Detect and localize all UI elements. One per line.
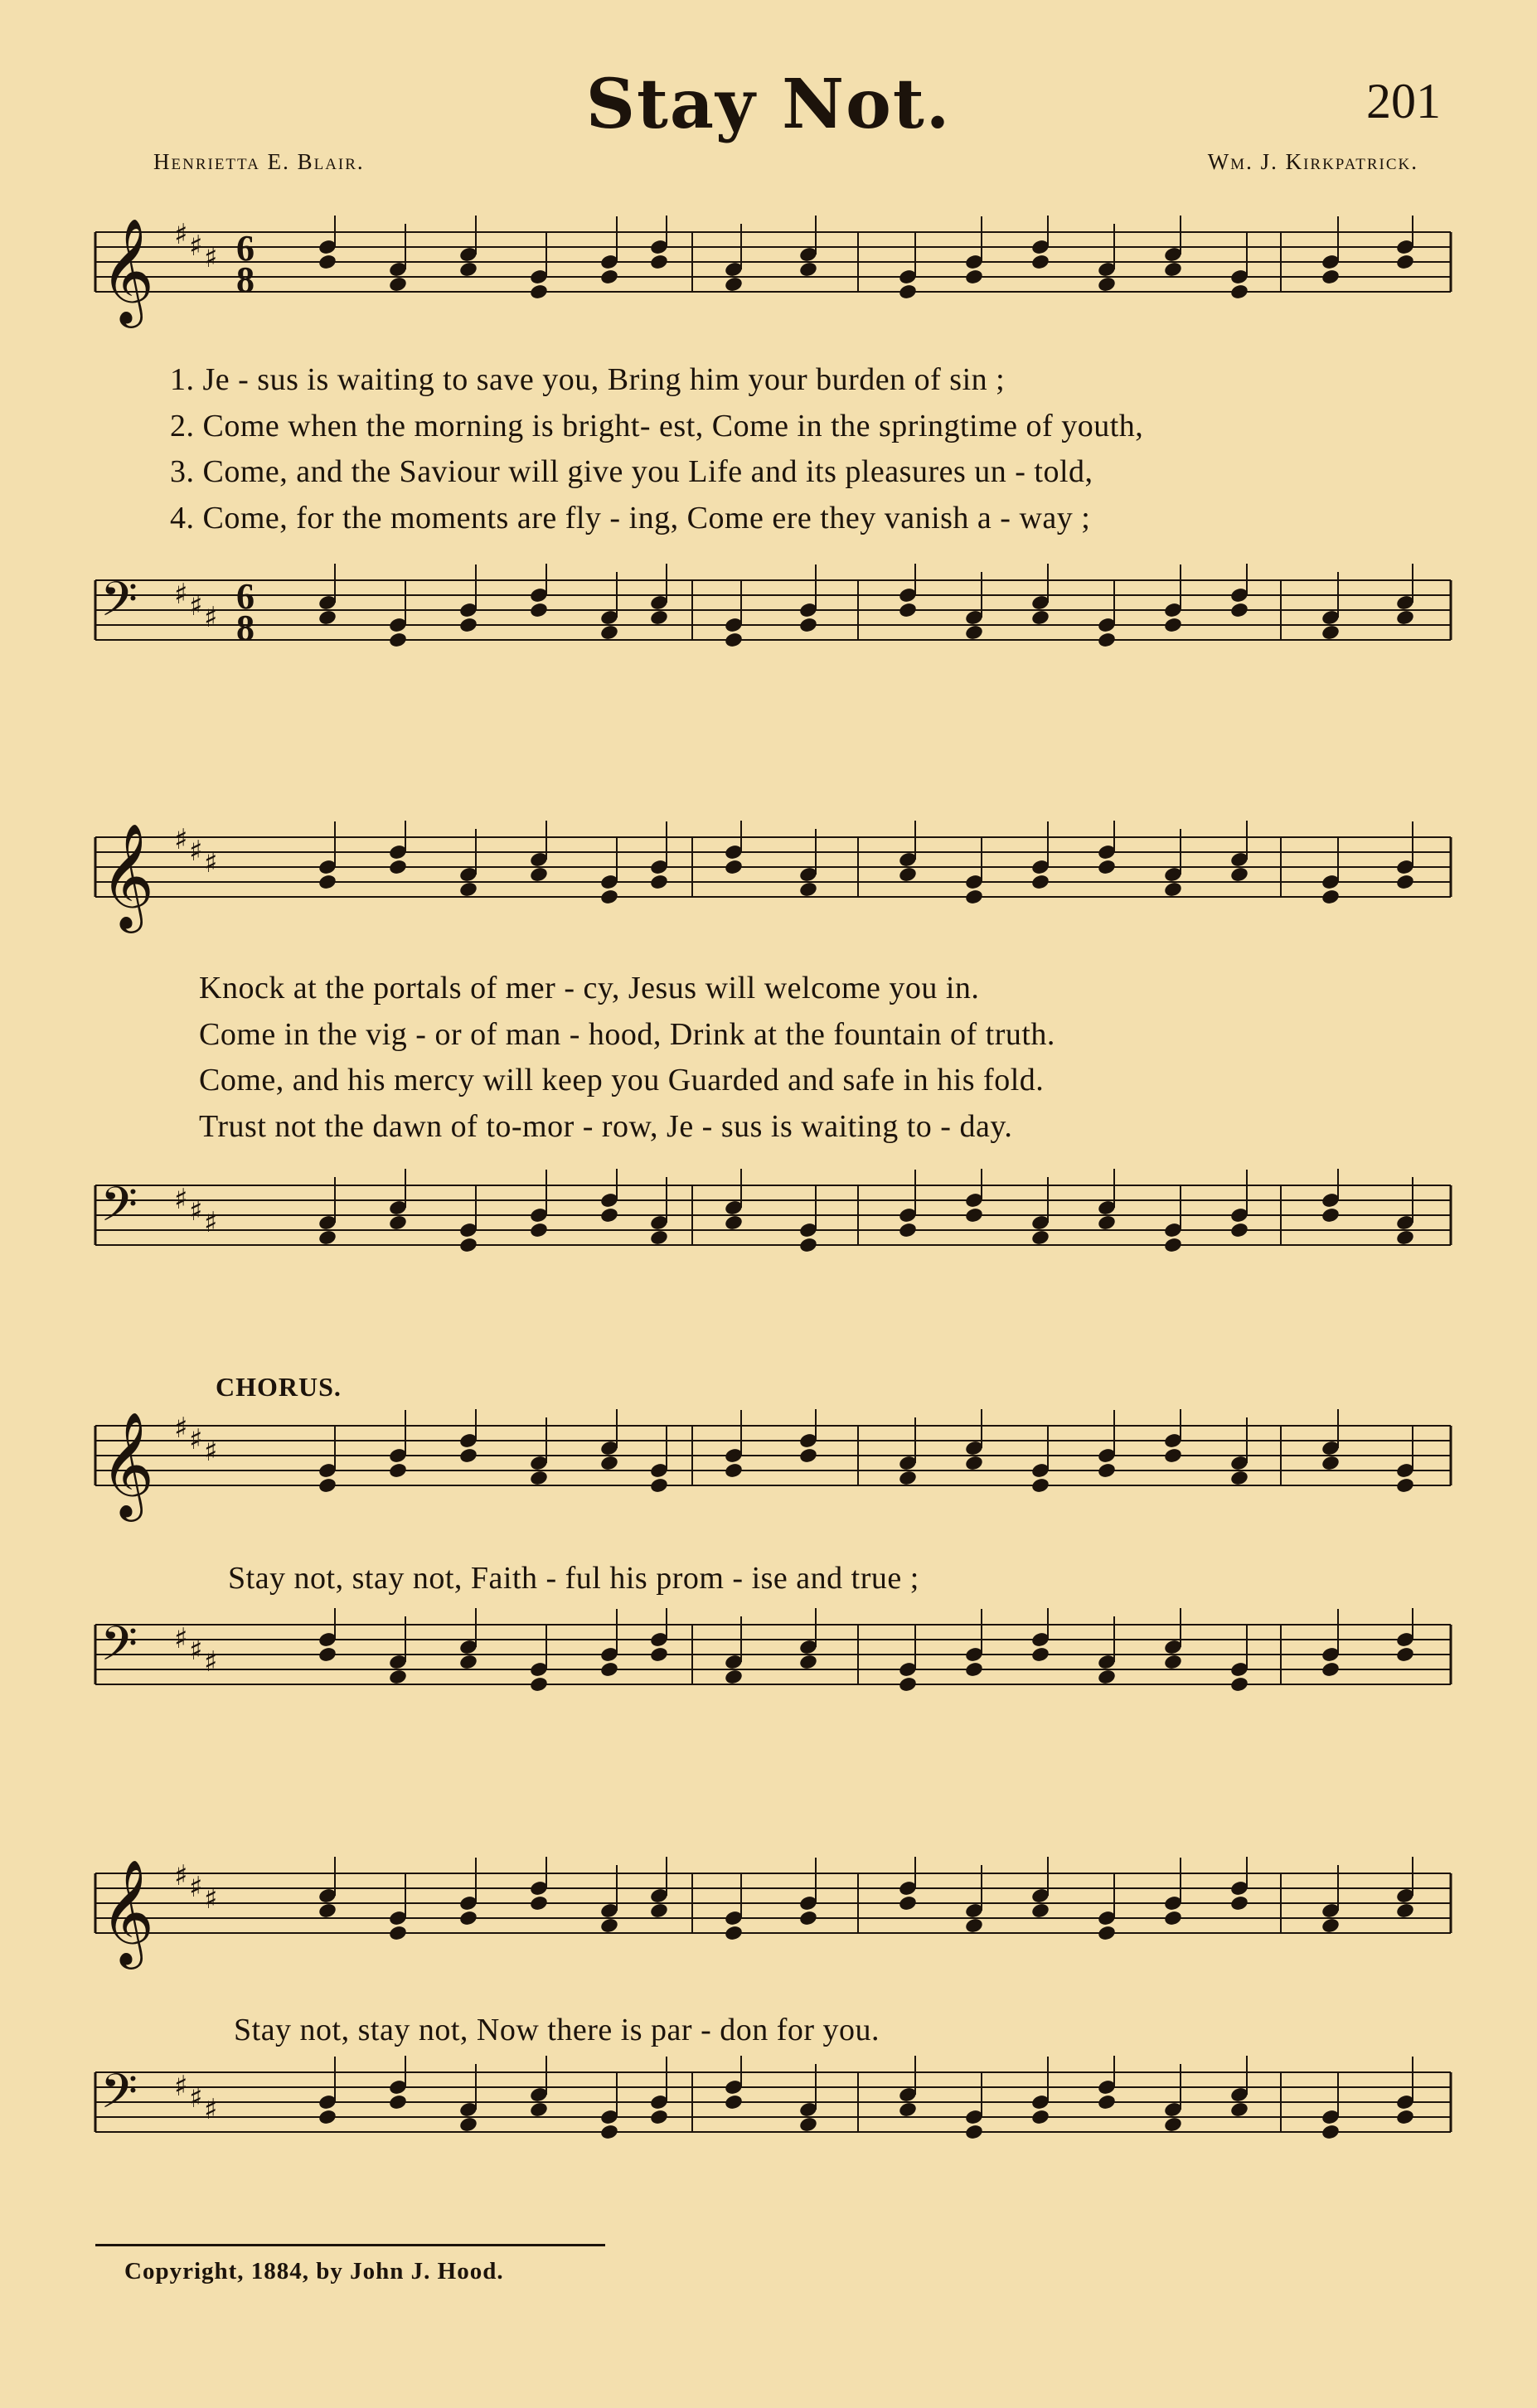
svg-text:𝄞: 𝄞 bbox=[100, 217, 155, 323]
svg-text:♯: ♯ bbox=[204, 846, 218, 879]
verse-4-line-b: Trust not the dawn of to-mor - row, Je - sus is waiting to - day. bbox=[199, 1109, 1013, 1144]
svg-text:♯: ♯ bbox=[174, 823, 188, 856]
svg-text:6: 6 bbox=[236, 228, 255, 269]
svg-text:♯: ♯ bbox=[204, 2093, 218, 2126]
footnote-rule bbox=[95, 2244, 605, 2246]
page-number: 201 bbox=[1366, 74, 1441, 128]
hymn-title: Stay Not. bbox=[585, 65, 952, 144]
svg-text:♯: ♯ bbox=[189, 1871, 203, 1904]
verse-1-line-a: 1. Je - sus is waiting to save you, Bring him your burden of sin ; bbox=[170, 362, 1006, 397]
svg-text:♯: ♯ bbox=[174, 1183, 188, 1216]
svg-text:♯: ♯ bbox=[174, 1859, 188, 1892]
treble-staff-4 bbox=[79, 1857, 1459, 2006]
composer-credit: Wm. J. Kirkpatrick. bbox=[1207, 149, 1418, 174]
verse-2-line-b: Come in the vig - or of man - hood, Drink at the fountain of truth. bbox=[199, 1017, 1055, 1052]
svg-text:♯: ♯ bbox=[174, 1622, 188, 1655]
svg-text:♯: ♯ bbox=[189, 2081, 203, 2115]
chorus-line-2: Stay not, stay not, Now there is par - don for you. bbox=[234, 2013, 880, 2047]
svg-text:𝄞: 𝄞 bbox=[100, 1858, 155, 1965]
verse-4-line-a: 4. Come, for the moments are fly - ing, Come ere they vanish a - way ; bbox=[170, 501, 1091, 535]
svg-text:♯: ♯ bbox=[204, 1882, 218, 1916]
verse-2-line-a: 2. Come when the morning is bright- est, Come in the springtime of youth, bbox=[170, 409, 1144, 443]
svg-text:♯: ♯ bbox=[189, 589, 203, 623]
bass-staff-3 bbox=[79, 1608, 1459, 1774]
bass-staff-1 bbox=[79, 564, 1459, 729]
svg-text:𝄞: 𝄞 bbox=[100, 1411, 155, 1517]
verse-3-line-a: 3. Come, and the Saviour will give you Life and its pleasures un - told, bbox=[170, 454, 1093, 489]
treble-staff-1 bbox=[79, 216, 1459, 365]
svg-text:♯: ♯ bbox=[204, 1206, 218, 1239]
svg-text:♯: ♯ bbox=[189, 1194, 203, 1228]
verse-3-line-b: Come, and his mercy will keep you Guarded and safe in his fold. bbox=[199, 1063, 1045, 1097]
svg-text:𝄢: 𝄢 bbox=[100, 571, 138, 639]
verse-1-line-b: Knock at the portals of mer - cy, Jesus will welcome you in. bbox=[199, 971, 980, 1005]
svg-text:♯: ♯ bbox=[189, 1423, 203, 1456]
treble-staff-3 bbox=[79, 1409, 1459, 1558]
svg-text:♯: ♯ bbox=[189, 230, 203, 263]
svg-text:𝄞: 𝄞 bbox=[100, 822, 155, 928]
svg-text:8: 8 bbox=[236, 608, 255, 648]
svg-text:6: 6 bbox=[236, 576, 255, 617]
svg-text:𝄢: 𝄢 bbox=[100, 1176, 138, 1244]
copyright-notice: Copyright, 1884, by John J. Hood. bbox=[124, 2258, 504, 2284]
svg-text:♯: ♯ bbox=[204, 1645, 218, 1679]
svg-text:8: 8 bbox=[236, 259, 255, 300]
svg-text:♯: ♯ bbox=[174, 2070, 188, 2103]
lyricist-credit: Henrietta E. Blair. bbox=[153, 149, 365, 174]
svg-text:♯: ♯ bbox=[189, 835, 203, 868]
bass-staff-4 bbox=[79, 2056, 1459, 2221]
svg-text:♯: ♯ bbox=[174, 1412, 188, 1445]
svg-text:♯: ♯ bbox=[174, 218, 188, 251]
svg-text:♯: ♯ bbox=[204, 241, 218, 274]
svg-text:♯: ♯ bbox=[204, 1435, 218, 1468]
svg-text:𝄢: 𝄢 bbox=[100, 2063, 138, 2131]
svg-text:♯: ♯ bbox=[174, 578, 188, 611]
chorus-line-1: Stay not, stay not, Faith - ful his prom - ise and true ; bbox=[228, 1561, 919, 1596]
treble-staff-2 bbox=[79, 821, 1459, 970]
bass-staff-2 bbox=[79, 1169, 1459, 1335]
svg-text:𝄢: 𝄢 bbox=[100, 1616, 138, 1684]
svg-text:♯: ♯ bbox=[204, 601, 218, 634]
chorus-label: CHORUS. bbox=[216, 1372, 342, 1402]
svg-text:♯: ♯ bbox=[189, 1634, 203, 1667]
